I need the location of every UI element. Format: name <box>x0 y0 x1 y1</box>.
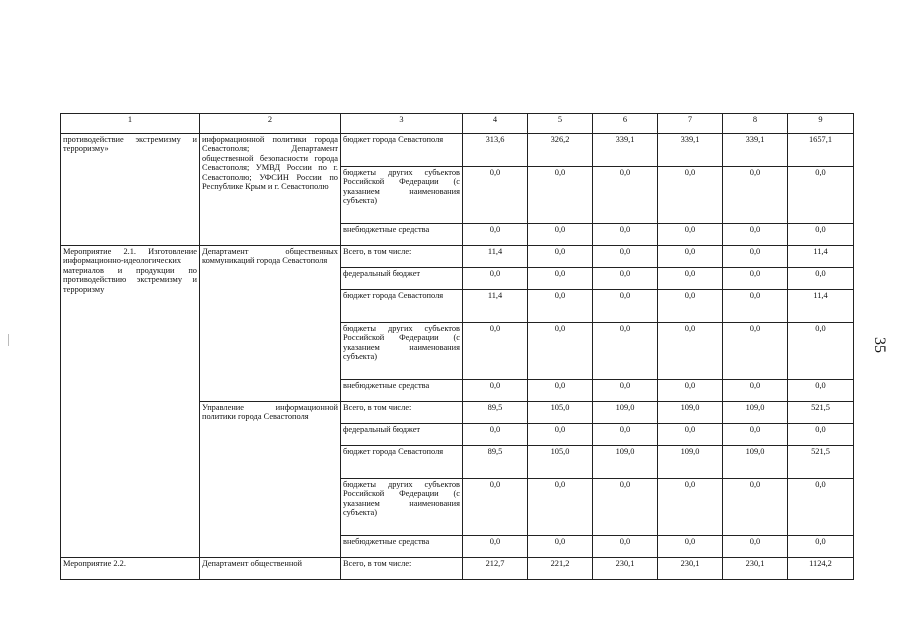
source-cell: внебюджетные средства <box>341 536 463 558</box>
value-cell: 0,0 <box>593 536 658 558</box>
value-cell: 0,0 <box>463 536 528 558</box>
value-cell: 0,0 <box>788 380 854 402</box>
value-cell: 1124,2 <box>788 558 854 580</box>
value-cell: 0,0 <box>528 268 593 290</box>
executor-cell: Департамент общественной <box>200 558 341 580</box>
value-cell: 0,0 <box>788 224 854 246</box>
value-cell: 0,0 <box>593 479 658 536</box>
value-cell: 0,0 <box>528 380 593 402</box>
source-cell: бюджеты других субъектов Российской Федерации (с указанием наименования субъекта) <box>341 167 463 224</box>
value-cell: 0,0 <box>593 290 658 323</box>
value-cell: 0,0 <box>723 424 788 446</box>
value-cell: 0,0 <box>463 323 528 380</box>
value-cell: 0,0 <box>528 290 593 323</box>
measure-2-2-cell: Мероприятие 2.2. <box>61 558 200 580</box>
header-cell: 7 <box>658 114 723 134</box>
source-cell: федеральный бюджет <box>341 268 463 290</box>
header-cell: 1 <box>61 114 200 134</box>
value-cell: 105,0 <box>528 446 593 479</box>
value-cell: 0,0 <box>463 268 528 290</box>
value-cell: 0,0 <box>658 268 723 290</box>
value-cell: 0,0 <box>463 380 528 402</box>
value-cell: 0,0 <box>723 167 788 224</box>
value-cell: 109,0 <box>593 402 658 424</box>
value-cell: 0,0 <box>528 167 593 224</box>
value-cell: 521,5 <box>788 402 854 424</box>
value-cell: 0,0 <box>593 380 658 402</box>
value-cell: 109,0 <box>723 446 788 479</box>
value-cell: 0,0 <box>788 167 854 224</box>
executor-cell: Управление информационной политики города Севастополя <box>200 402 341 558</box>
value-cell: 521,5 <box>788 446 854 479</box>
value-cell: 0,0 <box>658 246 723 268</box>
source-cell: бюджет города Севастополя <box>341 134 463 167</box>
value-cell: 0,0 <box>658 536 723 558</box>
value-cell: 230,1 <box>658 558 723 580</box>
header-row <box>61 114 854 134</box>
value-cell: 230,1 <box>723 558 788 580</box>
value-cell: 0,0 <box>723 380 788 402</box>
executor-cell: Департамент общественных коммуникаций города Севастополя <box>200 246 341 402</box>
source-cell: бюджеты других субъектов Российской Федерации (с указанием наименования субъекта) <box>341 323 463 380</box>
header-cell: 4 <box>463 114 528 134</box>
source-cell: внебюджетные средства <box>341 224 463 246</box>
value-cell: 339,1 <box>723 134 788 167</box>
table-row <box>61 246 854 268</box>
value-cell: 0,0 <box>788 424 854 446</box>
value-cell: 339,1 <box>658 134 723 167</box>
source-cell: внебюджетные средства <box>341 380 463 402</box>
value-cell: 11,4 <box>788 290 854 323</box>
page-number: 35 <box>871 337 888 353</box>
source-cell: бюджеты других субъектов Российской Федерации (с указанием наименования субъекта) <box>341 479 463 536</box>
value-cell: 0,0 <box>658 323 723 380</box>
value-cell: 11,4 <box>463 246 528 268</box>
value-cell: 0,0 <box>723 479 788 536</box>
value-cell: 0,0 <box>723 536 788 558</box>
header-cell: 9 <box>788 114 854 134</box>
measure-2-1-cell: Мероприятие 2.1. Изготовление информационно-идеологических материалов и продукции по противодействию экстремизму и терроризму <box>61 246 200 558</box>
table-row <box>61 134 854 167</box>
value-cell: 0,0 <box>723 323 788 380</box>
value-cell: 0,0 <box>658 479 723 536</box>
value-cell: 313,6 <box>463 134 528 167</box>
source-cell: бюджет города Севастополя <box>341 446 463 479</box>
value-cell: 89,5 <box>463 446 528 479</box>
source-cell: Всего, в том числе: <box>341 558 463 580</box>
header-cell: 3 <box>341 114 463 134</box>
value-cell: 326,2 <box>528 134 593 167</box>
value-cell: 0,0 <box>723 290 788 323</box>
value-cell: 0,0 <box>658 290 723 323</box>
value-cell: 1657,1 <box>788 134 854 167</box>
value-cell: 0,0 <box>463 424 528 446</box>
value-cell: 0,0 <box>528 536 593 558</box>
value-cell: 0,0 <box>658 167 723 224</box>
value-cell: 0,0 <box>723 224 788 246</box>
header-cell: 6 <box>593 114 658 134</box>
value-cell: 0,0 <box>463 224 528 246</box>
header-cell: 8 <box>723 114 788 134</box>
value-cell: 0,0 <box>593 268 658 290</box>
value-cell: 0,0 <box>788 479 854 536</box>
value-cell: 0,0 <box>593 246 658 268</box>
value-cell: 230,1 <box>593 558 658 580</box>
value-cell: 109,0 <box>723 402 788 424</box>
value-cell: 0,0 <box>658 224 723 246</box>
value-cell: 339,1 <box>593 134 658 167</box>
value-cell: 109,0 <box>658 446 723 479</box>
value-cell: 11,4 <box>788 246 854 268</box>
value-cell: 221,2 <box>528 558 593 580</box>
source-cell: Всего, в том числе: <box>341 402 463 424</box>
scan-artifact <box>8 334 9 346</box>
value-cell: 212,7 <box>463 558 528 580</box>
value-cell: 0,0 <box>788 268 854 290</box>
source-cell: федеральный бюджет <box>341 424 463 446</box>
value-cell: 0,0 <box>723 268 788 290</box>
budget-table <box>60 113 854 580</box>
value-cell: 0,0 <box>593 424 658 446</box>
value-cell: 89,5 <box>463 402 528 424</box>
value-cell: 0,0 <box>723 246 788 268</box>
source-cell: Всего, в том числе: <box>341 246 463 268</box>
program-cell: противодействие экстремизму и терроризму» <box>61 134 200 246</box>
source-cell: бюджет города Севастополя <box>341 290 463 323</box>
value-cell: 0,0 <box>658 424 723 446</box>
value-cell: 0,0 <box>463 479 528 536</box>
value-cell: 0,0 <box>528 224 593 246</box>
value-cell: 0,0 <box>593 224 658 246</box>
header-cell: 5 <box>528 114 593 134</box>
value-cell: 0,0 <box>528 479 593 536</box>
value-cell: 0,0 <box>593 167 658 224</box>
value-cell: 0,0 <box>528 424 593 446</box>
value-cell: 0,0 <box>593 323 658 380</box>
header-cell: 2 <box>200 114 341 134</box>
value-cell: 105,0 <box>528 402 593 424</box>
value-cell: 0,0 <box>658 380 723 402</box>
value-cell: 109,0 <box>593 446 658 479</box>
executor-cell: информационной политики города Севастополя; Департамент общественной безопасности города Севастополя; УМВД России по г. Севастополю; УФСИН России по Республике Крым и г. Севастополю <box>200 134 341 246</box>
value-cell: 0,0 <box>463 167 528 224</box>
value-cell: 11,4 <box>463 290 528 323</box>
value-cell: 109,0 <box>658 402 723 424</box>
value-cell: 0,0 <box>528 246 593 268</box>
value-cell: 0,0 <box>788 323 854 380</box>
value-cell: 0,0 <box>788 536 854 558</box>
value-cell: 0,0 <box>528 323 593 380</box>
table-row <box>61 558 854 580</box>
